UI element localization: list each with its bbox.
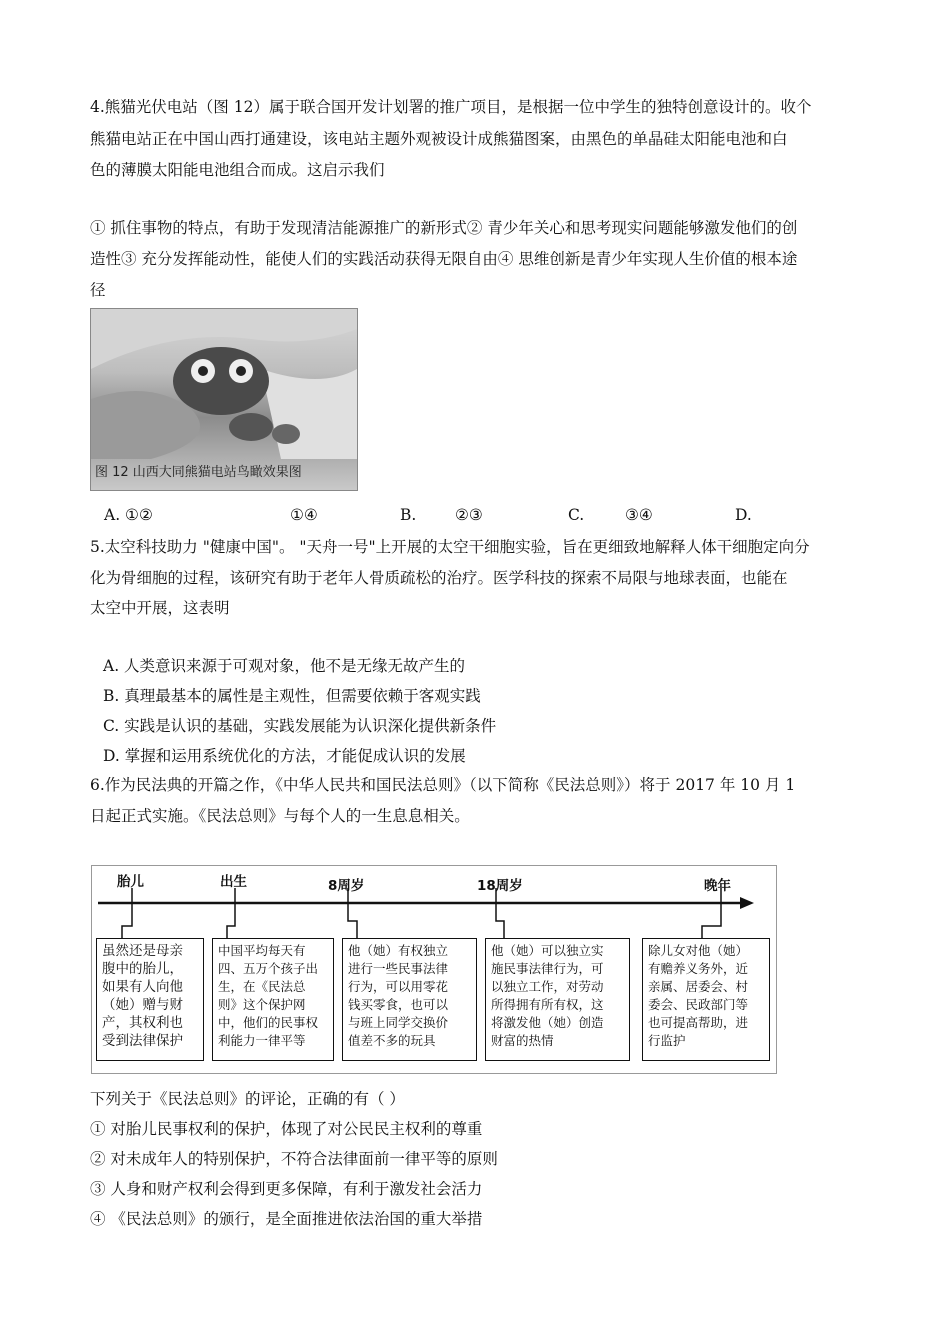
q4-option-a-alt: ①④ (290, 506, 318, 524)
q4-statement-line-3: 径 (90, 281, 106, 299)
q4-option-a: A. ①② (104, 506, 153, 524)
panda-station-photo (90, 308, 358, 491)
timeline-box-old-age (642, 938, 770, 1061)
panda-station-illustration (91, 309, 357, 459)
q6-question: 下列关于《民法总则》的评论，正确的有（ ） (90, 1090, 405, 1108)
box-line: 亲属、居委会、村 (648, 979, 749, 994)
box-line: 四、五万个孩子出 (218, 961, 319, 976)
box-line: 他（她）可以独立实 (491, 943, 604, 958)
q5-option-a: A. 人类意识来源于可观对象，他不是无缘无故产生的 (103, 657, 466, 675)
box-line: 行监护 (648, 1033, 686, 1048)
box-line: 行为，可以用零花 (348, 979, 449, 994)
photo-caption: 图 12 山西大同熊猫电站鸟瞰效果图 (95, 465, 302, 480)
box-line: 中，他们的民事权 (218, 1015, 319, 1030)
q6-statement-3: ③ 人身和财产权利会得到更多保障，有利于激发社会活力 (90, 1180, 483, 1198)
box-line: 除儿女对他（她） (648, 943, 749, 958)
box-line: 生，在《民法总 (218, 979, 306, 994)
q4-statement-line-1: ① 抓住事物的特点，有助于发现清洁能源推广的新形式② 青少年关心和思考现实问题能够激发他们的创 (90, 219, 798, 237)
q6-statement-2: ② 对未成年人的特别保护，不符合法律面前一律平等的原则 (90, 1150, 498, 1168)
box-line: 以独立工作，对劳动 (491, 979, 604, 994)
q5-line-2: 化为骨细胞的过程，该研究有助于老年人骨质疏松的治疗。医学科技的探索不局限与地球表面，也能在 (90, 569, 788, 587)
box-line: 腹中的胎儿， (102, 961, 183, 977)
box-line: 财富的热情 (491, 1033, 554, 1048)
box-line: 委会、民政部门等 (648, 997, 749, 1012)
q4-line-2: 熊猫电站正在中国山西打通建设，该电站主题外观被设计成熊猫图案，由黑色的单晶硅太阳能电池和白 (90, 130, 788, 148)
timeline-label-age-8: 8周岁 (328, 878, 365, 894)
box-line: 所得拥有所有权，这 (491, 997, 604, 1012)
timeline-box-age-18 (485, 938, 630, 1061)
box-line: 与班上同学交换价 (348, 1015, 449, 1030)
timeline-label-age-18: 18周岁 (477, 878, 523, 894)
box-line: 则》这个保护网 (218, 997, 306, 1012)
timeline-box-birth (212, 938, 334, 1061)
q5-option-b: B. 真理最基本的属性是主观性，但需要依赖于客观实践 (103, 687, 481, 705)
q4-line-1: 4.熊猫光伏电站（图 12）属于联合国开发计划署的推广项目，是根据一位中学生的独特创意设计的。收个 (90, 98, 812, 116)
box-line: 值差不多的玩具 (348, 1033, 436, 1048)
q5-line-1: 5.太空科技助力 "健康中国"。 "天舟一号"上开展的太空干细胞实验，旨在更细致地解释人体干细胞定向分 (90, 538, 810, 556)
q5-option-d: D. 掌握和运用系统优化的方法，才能促成认识的发展 (103, 747, 466, 765)
life-timeline-figure (91, 865, 777, 1074)
timeline-label-birth: 出生 (220, 874, 247, 890)
box-line: 虽然还是母亲 (102, 943, 183, 959)
box-line: （她）赠与财 (102, 997, 183, 1013)
q4-option-c: C. (568, 506, 585, 524)
box-line: 受到法律保护 (102, 1033, 183, 1049)
box-line: 施民事法律行为，可 (491, 961, 604, 976)
box-line: 有赡养义务外，近 (648, 961, 749, 976)
timeline-box-age-8 (342, 938, 477, 1061)
q4-option-b: B. (400, 506, 417, 524)
q6-statement-4: ④ 《民法总则》的颁行，是全面推进依法治国的重大举措 (90, 1210, 483, 1228)
box-line: 产，其权利也 (102, 1015, 183, 1031)
q5-line-3: 太空中开展，这表明 (90, 599, 230, 617)
box-line: 将激发他（她）创造 (491, 1015, 604, 1030)
q6-statement-1: ① 对胎儿民事权利的保护，体现了对公民民主权利的尊重 (90, 1120, 483, 1138)
box-line: 利能力一律平等 (218, 1033, 306, 1048)
box-line: 如果有人向他 (102, 979, 183, 995)
box-line: 也可提高帮助，进 (648, 1015, 749, 1030)
q4-statement-line-2: 造性③ 充分发挥能动性，能使人们的实践活动获得无限自由④ 思维创新是青少年实现人生价值的根本途 (90, 250, 798, 268)
box-line: 他（她）有权独立 (348, 943, 449, 958)
timeline-label-fetus: 胎儿 (117, 874, 144, 890)
box-line: 中国平均每天有 (218, 943, 306, 958)
q4-option-b-value: ②③ (455, 506, 483, 524)
q5-option-c: C. 实践是认识的基础，实践发展能为认识深化提供新条件 (103, 717, 497, 735)
box-line: 钱买零食，也可以 (348, 997, 449, 1012)
q6-line-1: 6.作为民法典的开篇之作，《中华人民共和国民法总则》（以下简称《民法总则》）将于 2017 年 10 月 1 (90, 776, 796, 794)
timeline-box-fetus (96, 938, 204, 1061)
box-line: 进行一些民事法律 (348, 961, 449, 976)
q4-line-3: 色的薄膜太阳能电池组合而成。这启示我们 (90, 161, 385, 179)
q4-option-d: D. (735, 506, 752, 524)
timeline-label-old-age: 晚年 (704, 878, 731, 894)
q6-line-2: 日起正式实施。《民法总则》与每个人的一生息息相关。 (90, 807, 470, 825)
q4-option-c-value: ③④ (625, 506, 653, 524)
